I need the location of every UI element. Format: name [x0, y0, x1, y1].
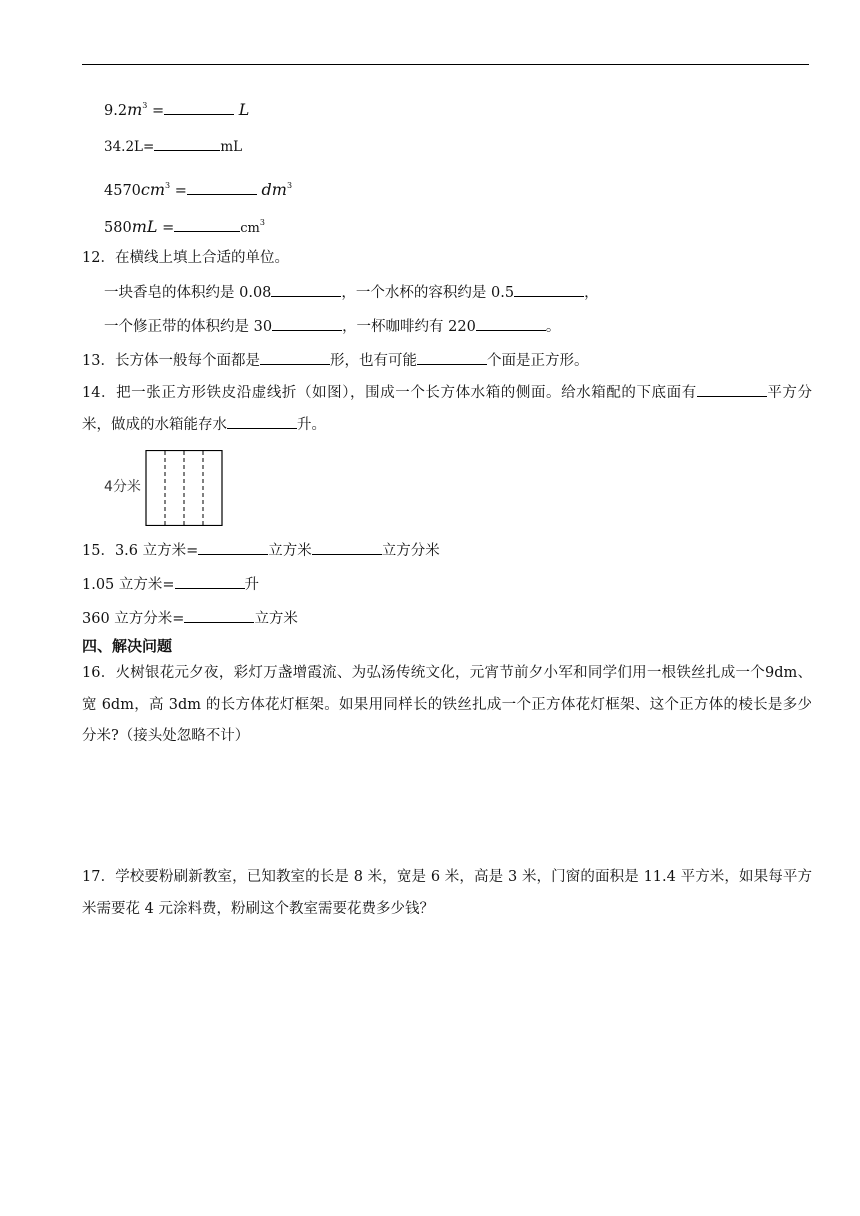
- question-15-line-3: [82, 608, 298, 629]
- question-text: 。: [545, 319, 561, 335]
- question-text: 1.05 立方米=: [82, 577, 175, 593]
- square-sheet-figure: [104, 450, 224, 526]
- question-number: 17．: [82, 869, 116, 885]
- exponent: 3: [165, 181, 171, 190]
- answer-blank[interactable]: [271, 282, 341, 297]
- question-text: 在横线上填上合适的单位。: [114, 250, 289, 266]
- exponent: 3: [142, 101, 148, 110]
- question-number: 13．: [82, 353, 115, 369]
- answer-blank[interactable]: [198, 540, 268, 555]
- question-number: 16．: [82, 665, 116, 681]
- answer-blank[interactable]: [260, 350, 330, 365]
- answer-blank[interactable]: [514, 282, 584, 297]
- question-text: 火树银花元夕夜，彩灯万盏增霞流、为弘汤传统文化，元宵节前夕小军和同学们用一根铁丝扎成一个9dm、宽 6dm，高 3dm 的长方体花灯框架。如果用同样长的铁丝扎成一个正方体花灯框架、这个正方体的棱长是多少分米?（接头处忽略不计）: [82, 665, 812, 744]
- header-rule: [82, 64, 809, 65]
- conversion-line-1: [104, 96, 249, 121]
- question-12-prompt: [82, 248, 289, 268]
- unit: cm: [140, 180, 166, 199]
- question-text: 立方分米: [381, 543, 440, 559]
- exponent: 3: [259, 218, 265, 227]
- section-heading: 四、解决问题: [82, 637, 173, 655]
- number: 580: [104, 220, 132, 236]
- question-text: 一个修正带的体积约是 30: [104, 319, 273, 335]
- equals-sign: =: [151, 103, 165, 119]
- unit: mL: [131, 217, 158, 236]
- question-text: 360 立方分米=: [82, 611, 185, 627]
- equals-sign: =: [162, 220, 175, 236]
- answer-blank[interactable]: [164, 100, 234, 115]
- equals-sign: =: [174, 183, 187, 199]
- question-text: 立方米: [268, 543, 312, 559]
- question-12-line-1: [104, 282, 599, 303]
- number: 9.2: [104, 103, 128, 119]
- question-text: 形，也有可能: [329, 353, 417, 369]
- answer-blank[interactable]: [272, 316, 342, 331]
- unit: cm: [240, 221, 260, 236]
- side-length-label: 4分米: [104, 479, 141, 495]
- unit: mL: [220, 139, 243, 155]
- question-text: 升。: [297, 416, 326, 433]
- question-13: [82, 350, 588, 371]
- answer-blank[interactable]: [187, 180, 257, 195]
- unit: m: [127, 100, 143, 119]
- question-text: ，一个水杯的容积约是 0.5: [341, 285, 515, 301]
- question-14: [82, 378, 812, 441]
- conversion-line-3: [104, 176, 292, 201]
- answer-blank[interactable]: [697, 382, 767, 397]
- answer-blank[interactable]: [184, 608, 254, 623]
- answer-blank[interactable]: [154, 136, 220, 151]
- question-text: 个面是正方形。: [486, 353, 589, 369]
- unit: L: [238, 100, 250, 119]
- question-number: 14．: [82, 385, 117, 401]
- answer-blank[interactable]: [174, 217, 240, 232]
- question-15-line-2: [82, 574, 259, 595]
- question-text: ，一杯咖啡约有 220: [342, 319, 476, 335]
- exponent: 3: [286, 181, 293, 190]
- answer-blank[interactable]: [312, 540, 382, 555]
- question-17: [82, 862, 812, 925]
- question-text: 学校要粉刷新教室，已知教室的长是 8 米，宽是 6 米，高是 3 米，门窗的面积是 11.4 平方米，如果每平方米需要花 4 元涂料费，粉刷这个教室需要花费多少钱？: [82, 869, 812, 917]
- question-text: ，: [584, 285, 599, 301]
- answer-blank[interactable]: [175, 574, 245, 589]
- folding-diagram: [104, 450, 224, 526]
- question-15-line-1: [82, 540, 440, 561]
- answer-blank[interactable]: [476, 316, 546, 331]
- question-text: 立方米: [254, 611, 298, 627]
- question-text: 长方体一般每个面都是: [114, 353, 260, 369]
- number: 4570: [104, 183, 141, 199]
- conversion-line-2: [104, 136, 242, 157]
- question-text: 把一张正方形铁皮沿虚线折（如图），围成一个长方体水箱的侧面。给水箱配的下底面有: [116, 385, 697, 401]
- question-text: 3.6 立方米=: [114, 543, 199, 559]
- question-number: 12．: [82, 250, 115, 266]
- question-number: 15．: [82, 543, 115, 559]
- answer-blank[interactable]: [417, 350, 487, 365]
- question-12-line-2: [104, 316, 560, 337]
- unit: dm: [261, 180, 287, 199]
- conversion-line-4: [104, 213, 265, 239]
- expression: 34.2L=: [104, 139, 155, 155]
- question-16: [82, 658, 812, 753]
- question-text: 一块香皂的体积约是 0.08: [104, 285, 272, 301]
- answer-blank[interactable]: [227, 414, 297, 429]
- question-text: 平方分米，做成的水箱能存水: [82, 385, 813, 433]
- question-text: 升: [244, 577, 260, 593]
